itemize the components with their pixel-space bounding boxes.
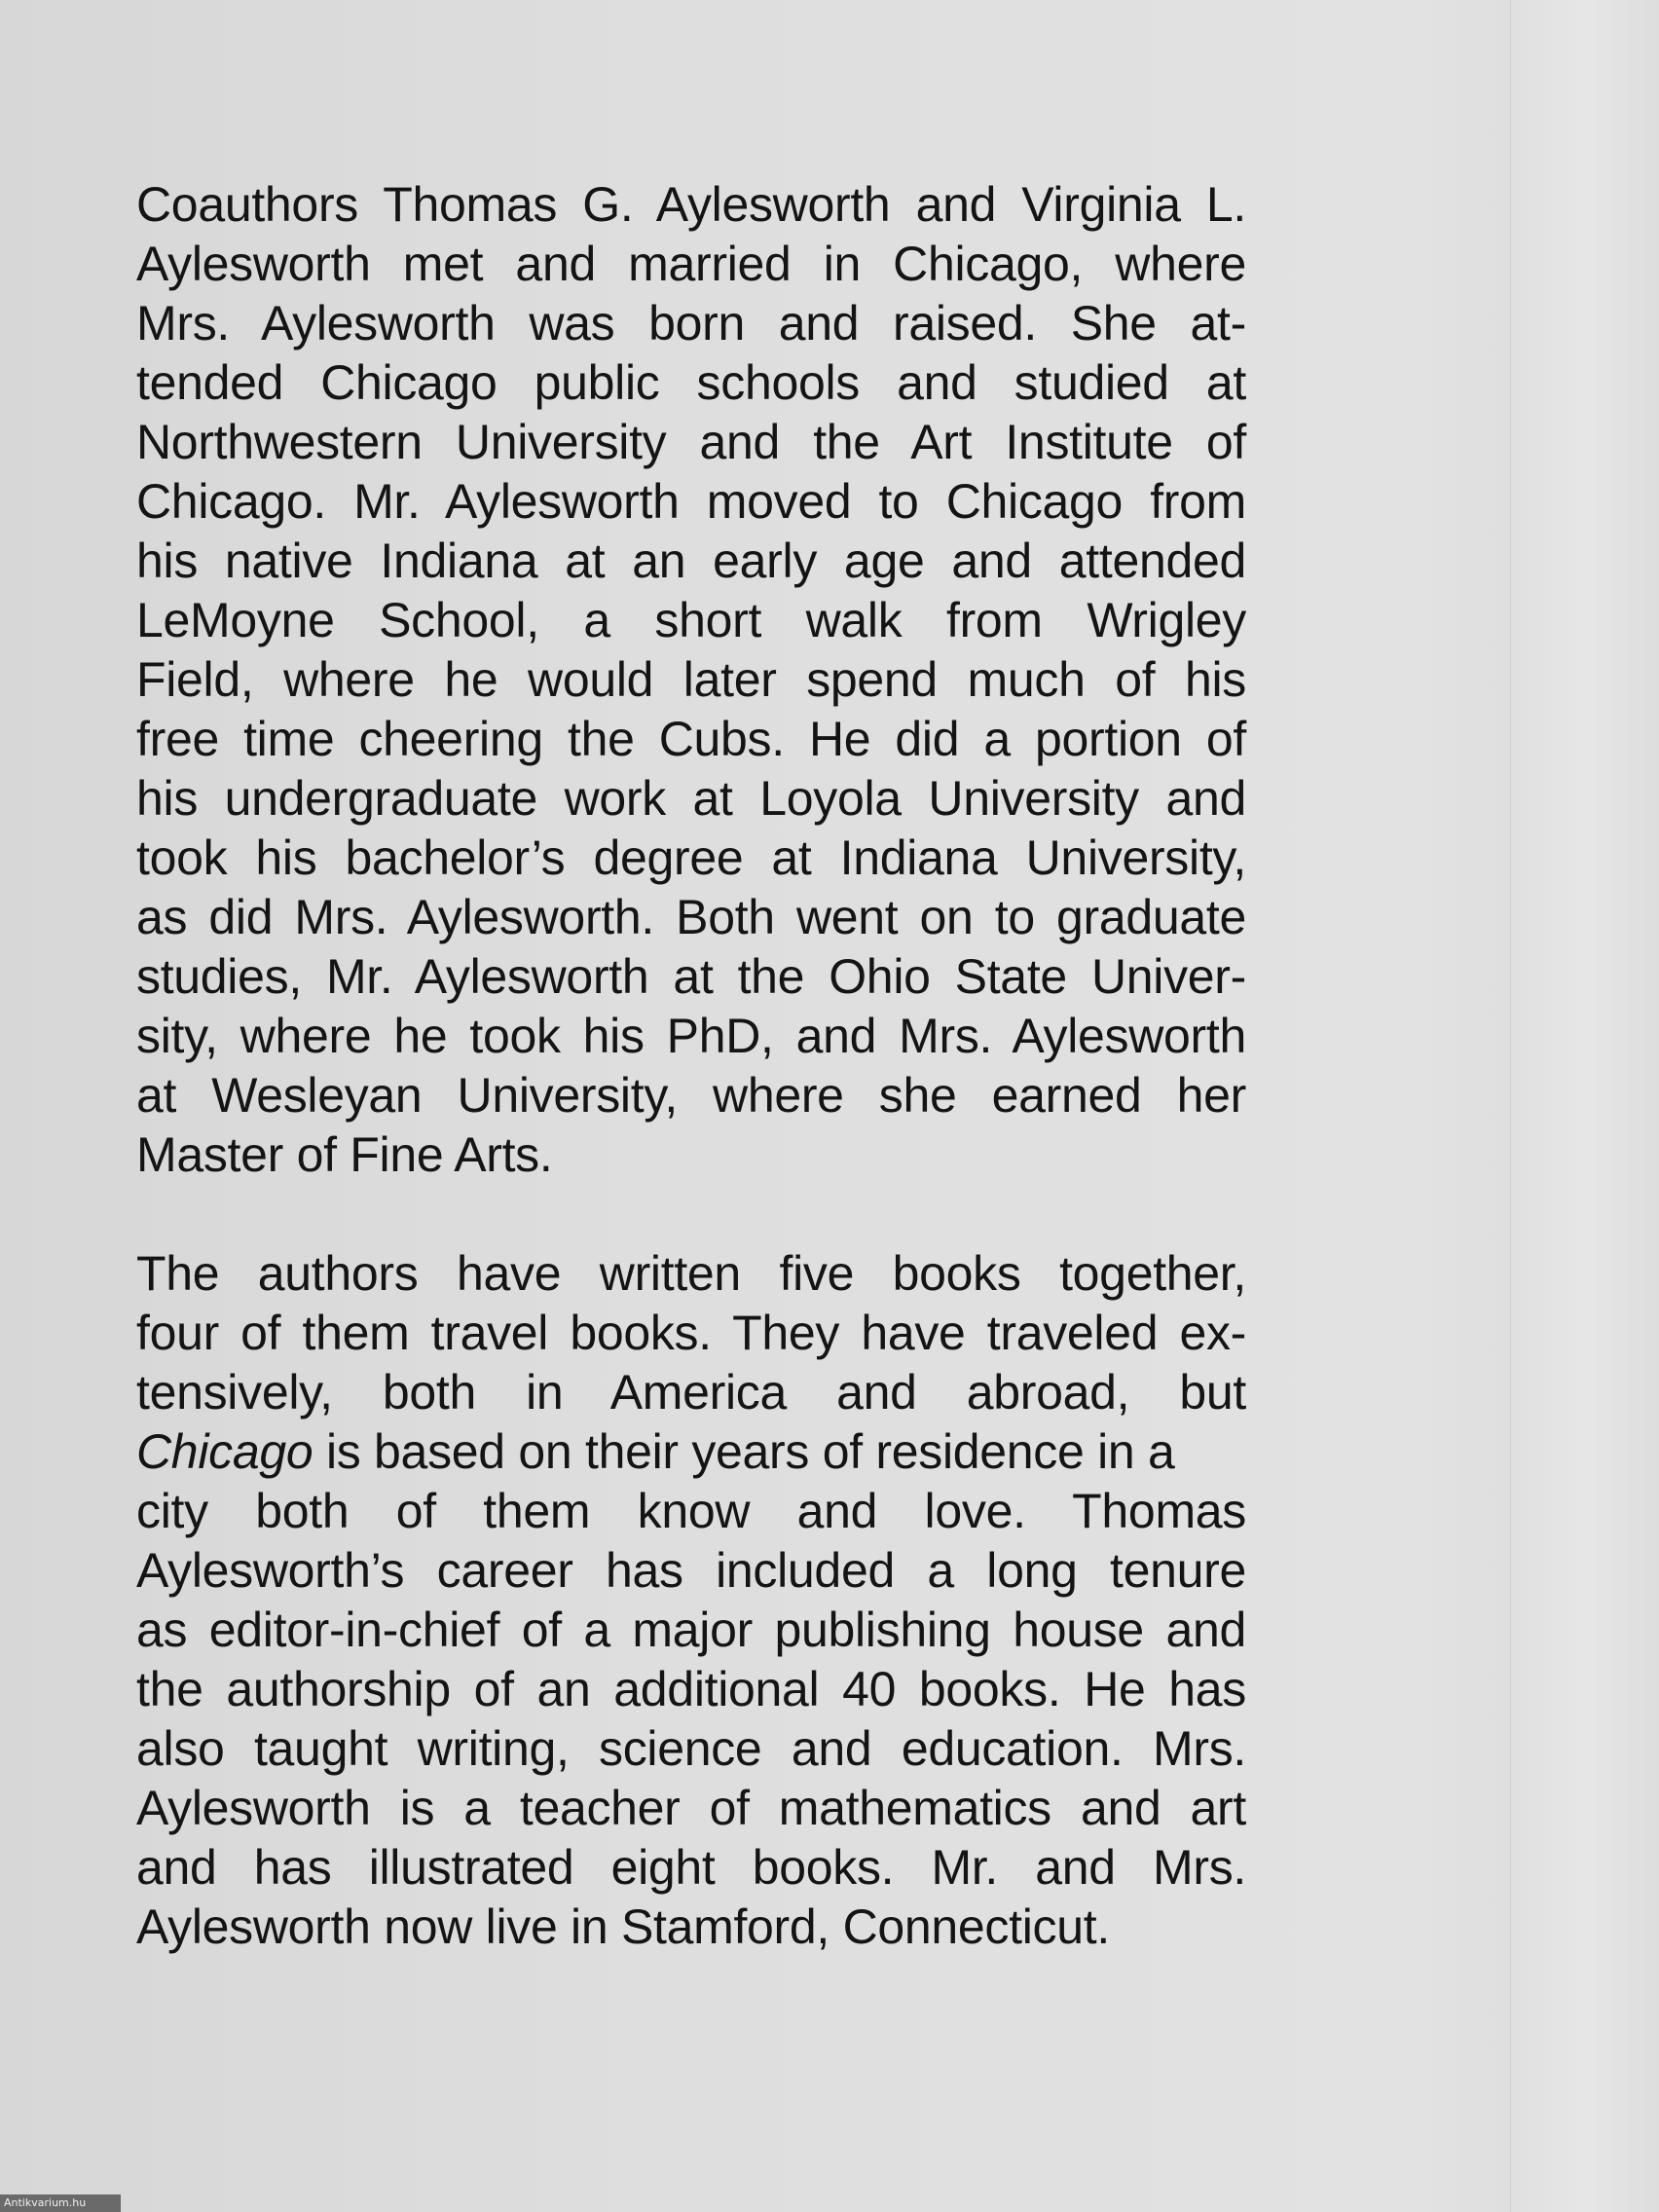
- text-line: Coauthors Thomas G. Aylesworth and Virginia L.: [136, 177, 1246, 232]
- paragraph-2: [136, 1244, 1246, 1957]
- text-line: Northwestern University and the Art Institute of: [136, 415, 1246, 469]
- text-line: his native Indiana at an early age and attended: [136, 534, 1246, 588]
- text-line: and has illustrated eight books. Mr. and Mrs.: [136, 1840, 1246, 1895]
- paragraph-spacer: [136, 1185, 1246, 1244]
- text-line: Aylesworth’s career has included a long tenure: [136, 1543, 1246, 1598]
- text-line: is based on their years of residence in a: [325, 1424, 1175, 1479]
- text-line-with-title: [136, 1422, 1246, 1482]
- text-line: as did Mrs. Aylesworth. Both went on to graduate: [136, 890, 1246, 944]
- text-line: Field, where he would later spend much of his: [136, 652, 1246, 707]
- paragraph-1: [136, 175, 1246, 1185]
- text-line: at Wesleyan University, where she earned her: [136, 1068, 1246, 1123]
- text-line: city both of them know and love. Thomas: [136, 1484, 1246, 1538]
- text-line: LeMoyne School, a short walk from Wrigley: [136, 593, 1246, 647]
- text-line: his undergraduate work at Loyola University and: [136, 771, 1246, 826]
- text-line: sity, where he took his PhD, and Mrs. Aylesworth: [136, 1009, 1246, 1063]
- text-line: tended Chicago public schools and studied at: [136, 355, 1246, 410]
- text-line: as editor-in-chief of a major publishing house and: [136, 1603, 1246, 1657]
- text-line: took his bachelor’s degree at Indiana University,: [136, 830, 1246, 885]
- text-line: Chicago. Mr. Aylesworth moved to Chicago from: [136, 474, 1246, 529]
- text-line: four of them travel books. They have traveled ex-: [136, 1306, 1246, 1360]
- text-line: studies, Mr. Aylesworth at the Ohio State Univer-: [136, 949, 1246, 1004]
- watermark-label: Antikvarium.hu: [0, 2194, 121, 2212]
- text-line: Aylesworth met and married in Chicago, where: [136, 237, 1246, 291]
- text-line: free time cheering the Cubs. He did a portion of: [136, 712, 1246, 766]
- text-line: the authorship of an additional 40 books. He has: [136, 1662, 1246, 1716]
- text-line: also taught writing, science and education. Mrs.: [136, 1721, 1246, 1776]
- book-title-italic: Chicago: [136, 1424, 313, 1479]
- page-edge: [1510, 0, 1659, 2212]
- text-line: Mrs. Aylesworth was born and raised. She at-: [136, 296, 1246, 350]
- text-line: Aylesworth is a teacher of mathematics and art: [136, 1781, 1246, 1835]
- text-line: Master of Fine Arts.: [136, 1127, 553, 1182]
- text-line: Aylesworth now live in Stamford, Connecticut.: [136, 1899, 1110, 1954]
- text-line: The authors have written five books together,: [136, 1246, 1246, 1301]
- author-bio: [136, 175, 1246, 1957]
- text-line: tensively, both in America and abroad, but: [136, 1365, 1246, 1419]
